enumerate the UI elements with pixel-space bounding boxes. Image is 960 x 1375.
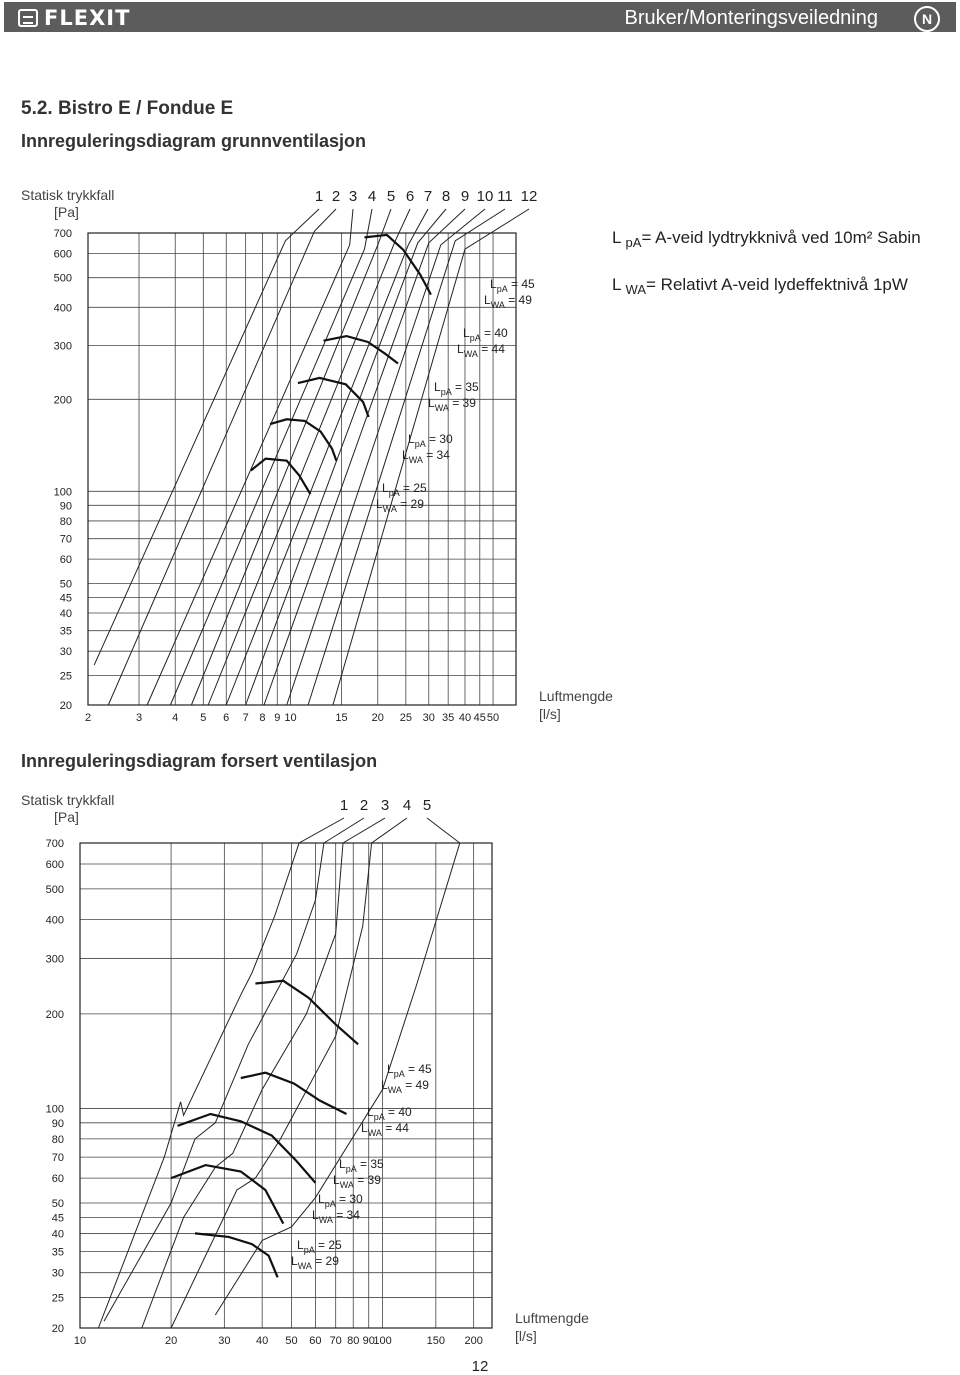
x-tick-label: 15 <box>335 712 348 724</box>
x-tick-label: 45 <box>473 712 486 724</box>
y-tick-label: 40 <box>59 607 72 620</box>
y-tick-label: 40 <box>51 1228 64 1241</box>
lwa-label: $L_{WA} = 49$ <box>381 1078 429 1095</box>
curve-number-label: 4 <box>367 188 377 205</box>
y-tick-label: 100 <box>45 1103 64 1116</box>
curve-number-label: 1 <box>339 797 349 814</box>
diagram-title-forced: Innreguleringsdiagram forsert ventilasjon <box>21 751 378 771</box>
curve-number-label: 11 <box>497 188 513 205</box>
y-tick-label: 600 <box>53 248 72 261</box>
x-tick-label: 50 <box>486 712 500 724</box>
lpa-label: $L_{pA} = 40$ <box>463 326 508 343</box>
x-tick-label: 40 <box>256 1335 269 1347</box>
y-tick-label: 20 <box>51 1323 64 1335</box>
lpa-label: $L_{pA} = 35$ <box>434 380 479 397</box>
legend-lwa-text: L $_{WA}$= Relativt A-veid lydeffektnivå 1pW <box>612 275 908 297</box>
x-tick-label: 20 <box>164 1335 178 1347</box>
x-tick-label: 7 <box>242 712 249 724</box>
curve-number-label: 3 <box>380 797 390 814</box>
y-tick-label: 400 <box>53 302 72 315</box>
y-axis-label: Statisk trykkfall <box>21 187 115 203</box>
y-tick-label: 50 <box>51 1198 64 1211</box>
y-axis-unit: [Pa] <box>54 204 79 220</box>
lpa-label: $L_{pA} = 30$ <box>318 1192 363 1209</box>
curve-number-label: 2 <box>359 797 369 814</box>
y-tick-label: 200 <box>53 394 72 407</box>
lpa-label: $L_{pA} = 45$ <box>387 1062 432 1079</box>
y-tick-label: 25 <box>51 1292 64 1305</box>
x-tick-label: 30 <box>422 712 435 724</box>
lpa-label: $L_{pA} = 25$ <box>382 481 427 498</box>
y-tick-label: 60 <box>51 1173 64 1186</box>
x-tick-label: 2 <box>84 712 92 724</box>
curve-number-label: 10 <box>476 188 494 205</box>
y-tick-label: 45 <box>51 1212 64 1225</box>
lpa-label: $L_{pA} = 30$ <box>408 432 453 449</box>
curve-number-label: 9 <box>460 188 470 205</box>
y-tick-label: 50 <box>59 578 72 591</box>
lwa-label: $L_{WA} = 49$ <box>484 293 532 310</box>
y-tick-label: 25 <box>59 670 72 683</box>
y-tick-label: 300 <box>45 953 64 966</box>
lpa-label: $L_{pA} = 40$ <box>367 1105 412 1122</box>
curve-number-label: 5 <box>422 797 432 814</box>
lwa-label: $L_{WA} = 39$ <box>428 396 476 413</box>
x-tick-label: 3 <box>135 712 143 724</box>
y-tick-label: 70 <box>51 1152 64 1165</box>
y-tick-label: 600 <box>45 859 64 872</box>
curve-number-label: 2 <box>331 188 341 205</box>
y-tick-label: 100 <box>53 486 72 499</box>
y-tick-label: 35 <box>59 625 72 638</box>
y-tick-label: 60 <box>59 554 72 567</box>
y-tick-label: 300 <box>53 340 72 353</box>
x-tick-label: 60 <box>309 1335 322 1347</box>
iso-sound-curve <box>171 1165 283 1224</box>
y-tick-label: 20 <box>59 700 72 712</box>
curve-number-label: 6 <box>405 188 415 205</box>
curve-number-label: 8 <box>441 188 451 205</box>
y-tick-label: 30 <box>51 1267 64 1280</box>
lpa-label: $L_{pA} = 35$ <box>339 1157 384 1174</box>
document-title: Bruker/Monteringsveiledning <box>624 7 878 29</box>
x-tick-label: 5 <box>200 712 207 724</box>
lwa-label: $L_{WA} = 34$ <box>402 448 450 465</box>
y-tick-label: 700 <box>53 228 72 240</box>
y-tick-label: 70 <box>59 533 72 546</box>
y-tick-label: 80 <box>59 515 72 528</box>
y-tick-label: 700 <box>45 838 64 850</box>
legend-lpa-text: L $_{pA}$= A-veid lydtrykknivå ved 10m² Sabin <box>612 228 921 250</box>
y-tick-label: 35 <box>51 1246 64 1259</box>
y-tick-label: 90 <box>51 1117 64 1130</box>
page-number: 12 <box>471 1358 489 1375</box>
x-axis-label: Luftmengde <box>539 688 613 704</box>
x-tick-label: 40 <box>458 712 472 724</box>
x-tick-label: 70 <box>329 1335 342 1347</box>
lpa-label: $L_{pA} = 45$ <box>490 277 535 294</box>
lwa-label: $L_{WA} = 29$ <box>376 497 424 514</box>
y-tick-label: 200 <box>45 1008 64 1021</box>
x-tick-label: 50 <box>285 1335 298 1347</box>
lwa-label: $L_{WA} = 39$ <box>333 1173 381 1190</box>
x-tick-label: 9 <box>274 712 281 724</box>
x-tick-label: 35 <box>442 712 455 724</box>
x-tick-label: 10 <box>73 1335 87 1347</box>
x-tick-label: 6 <box>223 712 230 724</box>
x-tick-label: 100 <box>373 1335 392 1347</box>
iso-sound-curve <box>178 1114 316 1183</box>
x-tick-label: 20 <box>371 712 384 724</box>
lwa-label: $L_{WA} = 44$ <box>457 342 505 359</box>
section-number: 5.2. <box>21 98 53 119</box>
lwa-label: $L_{WA} = 29$ <box>291 1254 339 1271</box>
language-badge: N <box>914 6 940 32</box>
y-tick-label: 80 <box>51 1133 64 1146</box>
curve-number-label: 7 <box>423 188 433 205</box>
curve-number-label: 4 <box>402 797 412 814</box>
y-axis-unit: [Pa] <box>54 809 79 825</box>
brand-name: FLEXIT <box>44 6 131 30</box>
curve-number-label: 5 <box>386 188 396 205</box>
x-tick-label: 150 <box>426 1335 446 1347</box>
x-axis-label: Luftmengde <box>515 1310 589 1326</box>
diagram-title-basic: Innreguleringsdiagram grunnventilasjon <box>21 131 367 151</box>
lwa-label: $L_{WA} = 34$ <box>312 1208 360 1225</box>
x-tick-label: 4 <box>172 712 179 724</box>
y-tick-label: 45 <box>59 592 72 605</box>
curve-number-label: 1 <box>314 188 324 205</box>
x-tick-label: 8 <box>259 712 266 724</box>
y-tick-label: 500 <box>45 883 64 896</box>
y-tick-label: 400 <box>45 914 64 927</box>
x-tick-label: 80 <box>347 1335 360 1347</box>
lpa-label: $L_{pA} = 25$ <box>297 1238 342 1255</box>
iso-sound-curve <box>241 1073 347 1114</box>
curve-number-label: 3 <box>348 188 358 205</box>
y-tick-label: 500 <box>53 272 72 285</box>
x-tick-label: 90 <box>362 1335 375 1347</box>
y-axis-label: Statisk trykkfall <box>21 792 115 808</box>
y-tick-label: 90 <box>59 500 72 513</box>
iso-sound-curve <box>195 1233 278 1277</box>
x-axis-unit: [l/s] <box>539 706 561 722</box>
x-axis-unit: [l/s] <box>515 1328 537 1344</box>
x-tick-label: 25 <box>399 712 412 724</box>
lwa-label: $L_{WA} = 44$ <box>361 1121 409 1138</box>
x-tick-label: 10 <box>284 712 297 724</box>
section-title: Bistro E / Fondue E <box>57 98 234 119</box>
x-tick-label: 200 <box>464 1335 483 1347</box>
curve-number-label: 12 <box>520 188 538 205</box>
y-tick-label: 30 <box>59 646 72 659</box>
x-tick-label: 30 <box>218 1335 231 1347</box>
